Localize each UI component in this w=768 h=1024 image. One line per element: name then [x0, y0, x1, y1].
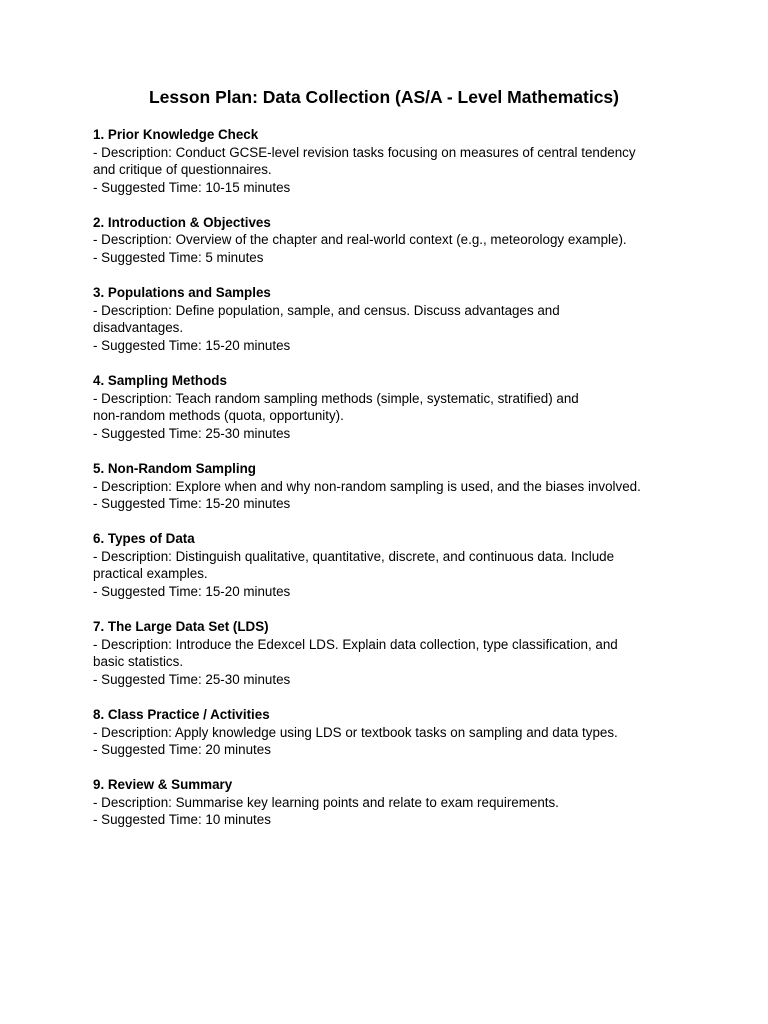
section-suggested-time: - Suggested Time: 25-30 minutes: [93, 671, 291, 687]
section-heading: 8. Class Practice / Activities: [93, 706, 270, 722]
section-suggested-time: - Suggested Time: 10-15 minutes: [93, 179, 291, 195]
lesson-section: [93, 530, 693, 600]
lesson-section: [93, 284, 693, 354]
section-suggested-time: - Suggested Time: 15-20 minutes: [93, 337, 291, 353]
section-suggested-time: - Suggested Time: 25-30 minutes: [93, 425, 291, 441]
lesson-section: [93, 776, 693, 829]
section-description-line: - Description: Apply knowledge using LDS or textbook tasks on sampling and data types.: [93, 724, 618, 740]
section-heading: 5. Non-Random Sampling: [93, 460, 256, 476]
section-description-line: - Description: Define population, sample, and census. Discuss advantages and: [93, 302, 560, 318]
section-heading: 4. Sampling Methods: [93, 373, 227, 389]
lesson-section: [93, 126, 693, 196]
section-heading: 1. Prior Knowledge Check: [93, 127, 259, 142]
document-title: Lesson Plan: Data Collection (AS/A - Level Mathematics): [148, 87, 619, 107]
section-description-line: disadvantages.: [93, 320, 184, 336]
section-suggested-time: - Suggested Time: 20 minutes: [93, 742, 271, 758]
section-description-line: basic statistics.: [93, 654, 184, 670]
section-description-line: - Description: Distinguish qualitative, quantitative, discrete, and continuous data. Include: [93, 548, 615, 564]
section-description-line: - Description: Conduct GCSE-level revision tasks focusing on measures of central tendency: [93, 144, 636, 160]
section-heading: 9. Review & Summary: [93, 777, 233, 793]
lesson-sections: [93, 126, 693, 847]
lesson-section: [93, 618, 693, 688]
section-suggested-time: - Suggested Time: 10 minutes: [93, 812, 271, 828]
section-suggested-time: - Suggested Time: 5 minutes: [93, 250, 264, 266]
section-description-line: - Description: Explore when and why non-random sampling is used, and the biases involved.: [93, 478, 641, 494]
section-heading: 6. Types of Data: [93, 531, 195, 547]
lesson-section: [93, 460, 693, 513]
section-description-line: - Description: Summarise key learning points and relate to exam requirements.: [93, 794, 559, 810]
section-description-line: practical examples.: [93, 566, 208, 582]
section-description-line: - Description: Teach random sampling methods (simple, systematic, stratified) and: [93, 390, 579, 406]
section-description-line: and critique of questionnaires.: [93, 162, 272, 178]
lesson-section: [93, 372, 693, 442]
section-description-line: - Description: Introduce the Edexcel LDS. Explain data collection, type classification, and: [93, 636, 618, 652]
section-description-line: non-random methods (quota, opportunity).: [93, 408, 344, 424]
section-suggested-time: - Suggested Time: 15-20 minutes: [93, 583, 291, 599]
section-description-line: - Description: Overview of the chapter and real-world context (e.g., meteorology example).: [93, 232, 627, 248]
section-suggested-time: - Suggested Time: 15-20 minutes: [93, 496, 291, 512]
section-heading: 3. Populations and Samples: [93, 285, 271, 301]
section-heading: 7. The Large Data Set (LDS): [93, 619, 269, 635]
section-heading: 2. Introduction & Objectives: [93, 214, 271, 230]
lesson-section: [93, 214, 693, 267]
lesson-section: [93, 706, 693, 759]
